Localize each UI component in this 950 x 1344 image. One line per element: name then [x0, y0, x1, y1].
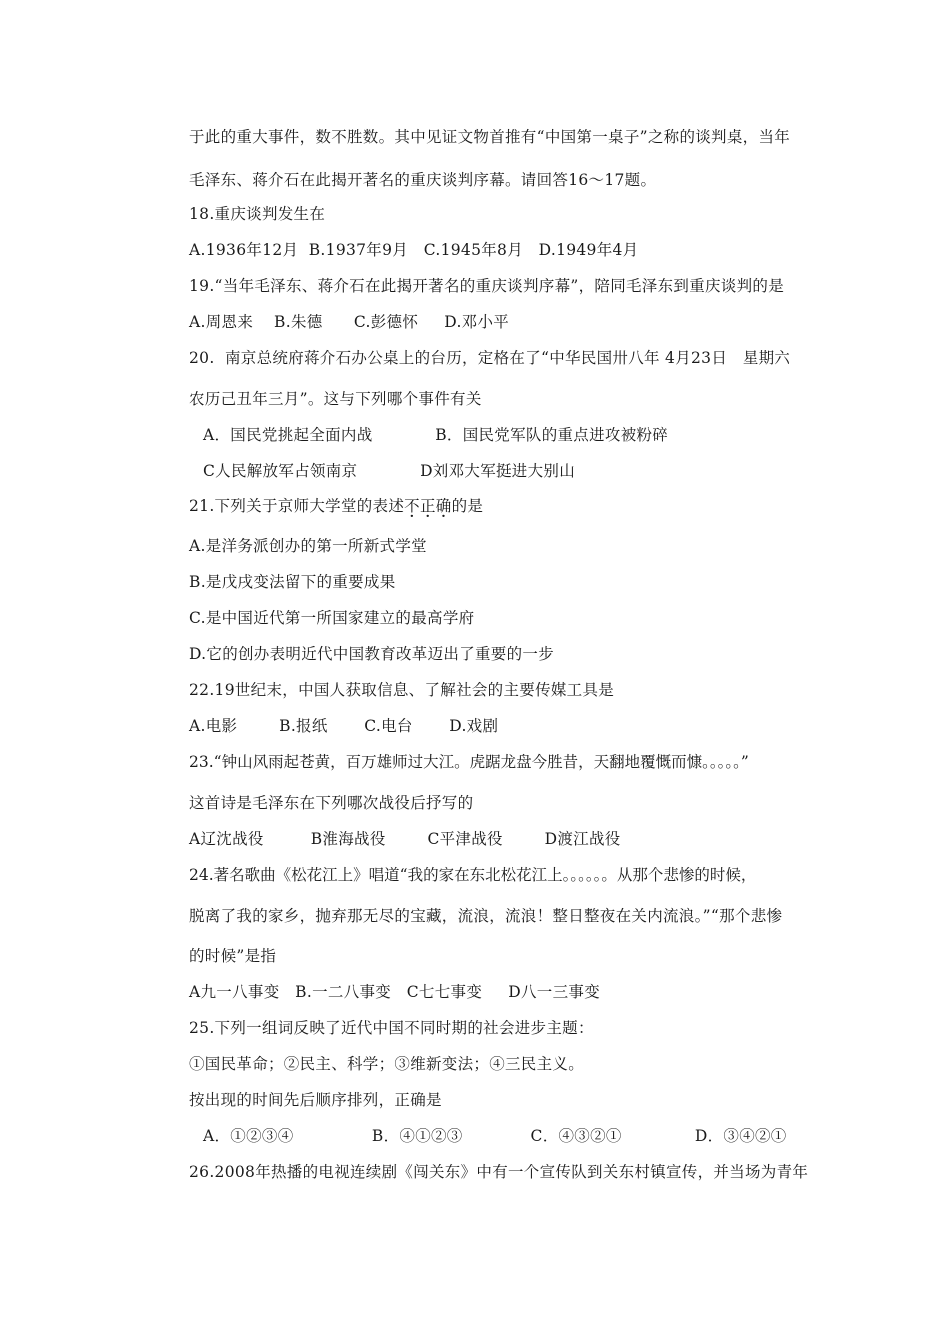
question-21-stem-prefix: 21.下列关于京师大学堂的表述 — [189, 497, 405, 515]
question-25-options: A．①②③④ B．④①②③ C．④③②① D．③④②① — [203, 1127, 787, 1145]
intro-line-1: 于此的重大事件，数不胜数。其中见证文物首推有“中国第一桌子”之称的谈判桌，当年 — [189, 128, 791, 146]
question-25-stem: 25.下列一组词反映了近代中国不同时期的社会进步主题： — [189, 1019, 594, 1037]
question-20-stem-line-2: 农历己丑年三月”。这与下列哪个事件有关 — [189, 390, 482, 408]
question-24-stem-line-2: 脱离了我的家乡，抛弃那无尽的宝藏，流浪，流浪！整日整夜在关内流浪。”“那个悲惨 — [189, 907, 783, 925]
question-26-stem: 26.2008年热播的电视连续剧《闯关东》中有一个宣传队到关东村镇宣传，并当场为青年 — [189, 1163, 809, 1181]
question-19-stem: 19.“当年毛泽东、蒋介石在此揭开著名的重庆谈判序幕”，陪同毛泽东到重庆谈判的是 — [189, 277, 785, 295]
question-21-stem — [189, 496, 483, 516]
question-21-option-a: A.是洋务派创办的第一所新式学堂 — [189, 537, 427, 555]
question-23-options: A辽沈战役 B淮海战役 C平津战役 D渡江战役 — [189, 830, 621, 848]
question-22-stem: 22.19世纪末，中国人获取信息、了解社会的主要传媒工具是 — [189, 681, 615, 699]
question-21-option-b: B.是戊戌变法留下的重要成果 — [189, 573, 396, 591]
question-25-instruction: 按出现的时间先后顺序排列，正确是 — [189, 1091, 442, 1109]
question-19-options: A.周恩来 B.朱德 C.彭德怀 D.邓小平 — [189, 313, 510, 331]
question-20-options-row-1: A．国民党挑起全面内战 B．国民党军队的重点进攻被粉碎 — [203, 426, 669, 444]
question-21-option-c: C.是中国近代第一所国家建立的最高学府 — [189, 609, 475, 627]
question-24-stem-line-1: 24.著名歌曲《松花江上》唱道“我的家在东北松花江上。。。。。。从那个悲惨的时候， — [189, 866, 757, 884]
emphasis-char: 正 — [419, 497, 436, 515]
question-25-items: ①国民革命；②民主、科学；③维新变法；④三民主义。 — [189, 1055, 585, 1073]
question-23-stem-line-2: 这首诗是毛泽东在下列哪次战役后抒写的 — [189, 794, 474, 812]
intro-line-2: 毛泽东、蒋介石在此揭开著名的重庆谈判序幕。请回答16～17题。 — [189, 171, 657, 189]
question-23-stem-line-1: 23.“钟山风雨起苍黄，百万雄师过大江。虎踞龙盘今胜昔，天翻地覆慨而慷。。。。。” — [189, 753, 749, 771]
question-24-options: A九一八事变 B.一二八事变 C七七事变 D八一三事变 — [189, 983, 600, 1001]
emphasis-char: 不 — [404, 497, 420, 515]
question-18-stem: 18.重庆谈判发生在 — [189, 205, 326, 223]
question-18-options: A.1936年12月 B.1937年9月 C.1945年8月 D.1949年4月 — [189, 241, 639, 259]
emphasis-char: 确 — [435, 497, 452, 515]
question-21-stem-suffix: 的是 — [451, 497, 484, 515]
question-20-stem-line-1: 20. 南京总统府蒋介石办公桌上的台历，定格在了“中华民国卅八年 4月23日 星期六 — [189, 349, 791, 367]
question-22-options: A.电影 B.报纸 C.电台 D.戏剧 — [189, 717, 499, 735]
question-20-options-row-2: C人民解放军占领南京 D刘邓大军挺进大别山 — [203, 462, 576, 480]
question-21-option-d: D.它的创办表明近代中国教育改革迈出了重要的一步 — [189, 645, 555, 663]
question-24-stem-line-3: 的时候”是指 — [189, 947, 277, 965]
